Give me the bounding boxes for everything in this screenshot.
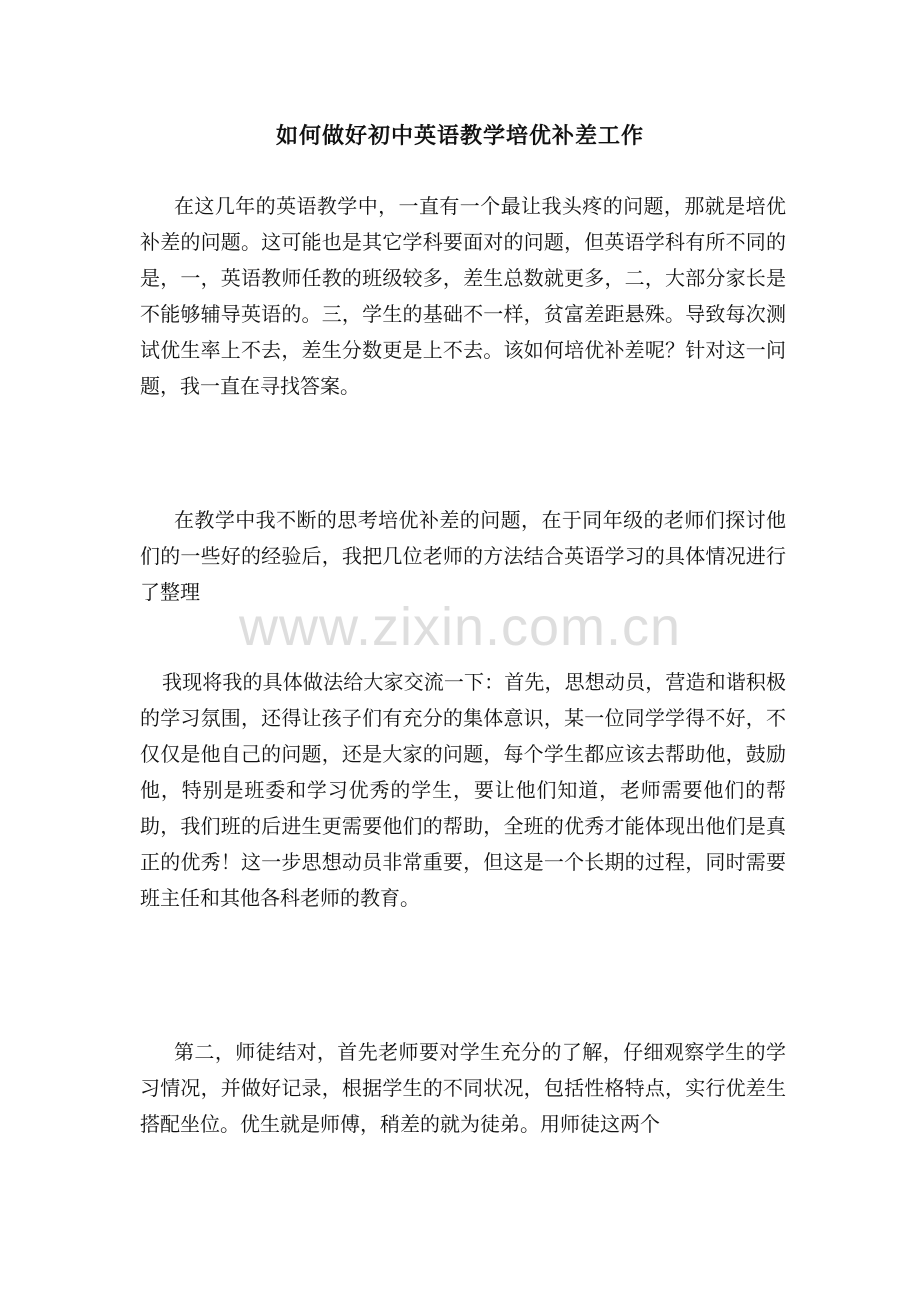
paragraph-2: 在教学中我不断的思考培优补差的问题，在于同年级的老师们探讨他们的一些好的经验后，我把几位老师的方法结合英语学习的具体情况进行了整理 — [140, 508, 786, 604]
paragraph-3: 我现将我的具体做法给大家交流一下：首先，思想动员，营造和谐积极的学习氛围，还得让孩子们有充分的集体意识，某一位同学学得不好，不仅仅是他自己的问题，还是大家的问题，每个学生都应该去帮助他，鼓励他，特别是班委和学习优秀的学生，要让他们知道，老师需要他们的帮助，我们班的后进生更需要他们的帮助，全班的优秀才能体现出他们是真正的优秀！这一步思想动员非常重要，但这是一个长期的过程，同时需要班主任和其他各科老师的教育。 — [140, 670, 786, 910]
paragraph-1: 在这几年的英语教学中，一直有一个最让我头疼的问题，那就是培优补差的问题。这可能也是其它学科要面对的问题，但英语学科有所不同的是，一，英语教师任教的班级较多，差生总数就更多，二，大部分家长是不能够辅导英语的。三，学生的基础不一样，贫富差距悬殊。导致每次测试优生率上不去，差生分数更是上不去。该如何培优补差呢？针对这一问题，我一直在寻找答案。 — [140, 194, 786, 398]
paragraph-4: 第二，师徒结对，首先老师要对学生充分的了解，仔细观察学生的学习情况，并做好记录，根据学生的不同状况，包括性格特点，实行优差生搭配坐位。优生就是师傅，稍差的就为徒弟。用师徒这两个 — [140, 1040, 786, 1136]
watermark: www.zixin.com.cn — [238, 597, 682, 657]
document-title: 如何做好初中英语教学培优补差工作 — [275, 123, 644, 149]
